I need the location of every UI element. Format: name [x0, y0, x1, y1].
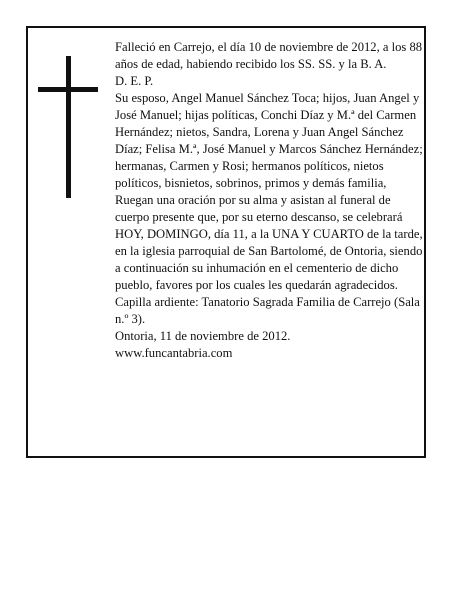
place-and-date: Ontoria, 11 de noviembre de 2012.	[115, 329, 291, 343]
cross-vertical-bar	[66, 56, 71, 198]
latin-cross-icon	[38, 56, 98, 198]
death-announcement: Falleció en Carrejo, el día 10 de noviembre de 2012, a los 88 años de edad, habiendo recibido los SS. SS. y la B. A.	[115, 40, 423, 71]
obituary-notice-frame	[26, 26, 426, 458]
rest-in-peace: D. E. P.	[115, 74, 154, 88]
website-link[interactable]: www.funcantabria.com	[115, 346, 233, 360]
family-members: Su esposo, Angel Manuel Sánchez Toca; hijos, Juan Angel y José Manuel; hijas políticas, Conchi Díaz y M.ª del Carmen Hernández; nietos, Sandra, Lorena y Juan Angel Sánchez Díaz; Felisa M.ª, José Manuel y Marcos Sánchez Hernández; hermanas, Carmen y Rosi; hermanos políticos, nietos políticos, bisnietos, sobrinos, primos y demás familia,	[115, 91, 423, 190]
funeral-details: Ruegan una oración por su alma y asistan al funeral de cuerpo presente que, por su eterno descanso, se celebrará HOY, DOMINGO, día 11, a la UNA Y CUARTO de la tarde, en la iglesia parroquial de San Bartolomé, de Ontoria, siendo a continuación su inhumación en el cementerio de dicho pueblo, favores por los cuales les quedarán agradecidos. Capilla ardiente: Tanatorio Sagrada Familia de Carrejo (Sala n.º 3).	[115, 193, 423, 326]
obituary-text	[115, 39, 425, 362]
cross-horizontal-bar	[38, 87, 98, 92]
